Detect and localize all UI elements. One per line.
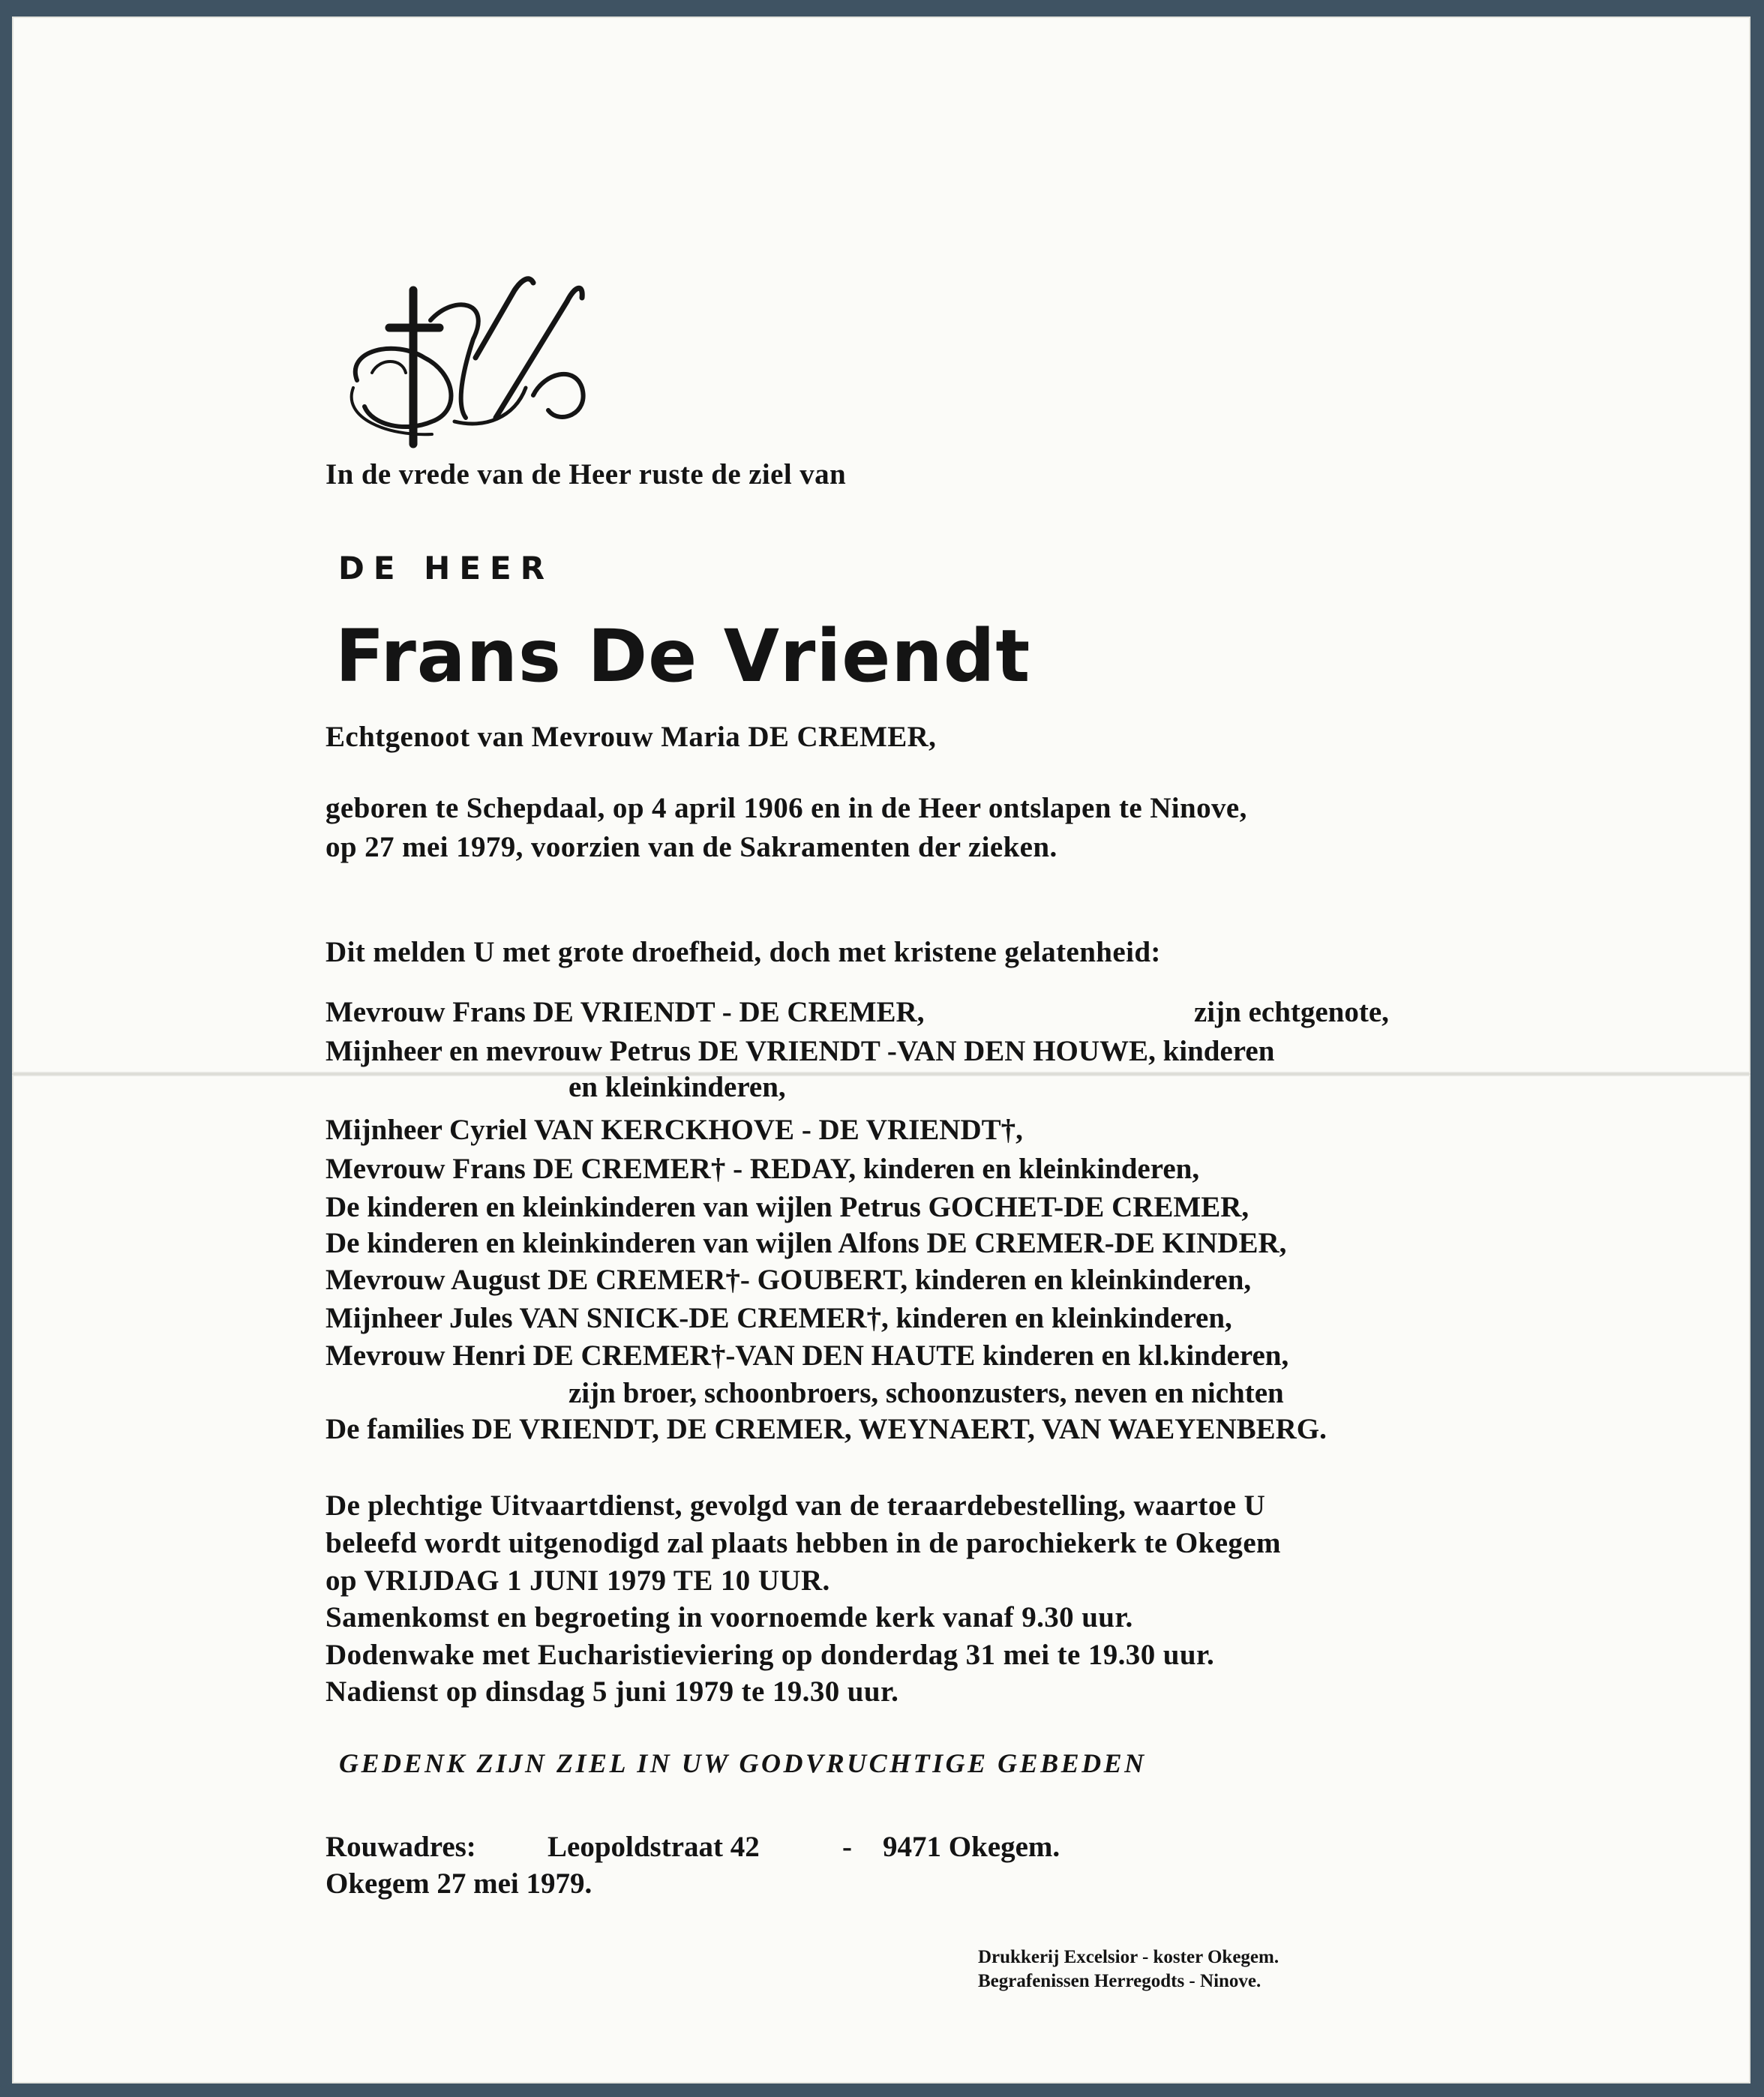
title-de-heer: DE HEER (338, 550, 554, 586)
family-row: Mevrouw August DE CREMER†- GOUBERT, kinderen en kleinkinderen, (326, 1264, 1252, 1296)
cross-monogram-icon (342, 268, 612, 452)
spouse-line: Echtgenoot van Mevrouw Maria DE CREMER, (326, 721, 937, 753)
dateline: Okegem 27 mei 1979. (326, 1868, 592, 1900)
birth-line-2: op 27 mei 1979, voorzien van de Sakramenten der zieken. (326, 831, 1058, 863)
family-row: zijn broer, schoonbroers, schoonzusters, neven en nichten (568, 1377, 1284, 1409)
intro-line: In de vrede van de Heer ruste de ziel van (326, 458, 847, 490)
service-line: beleefd wordt uitgenodigd zal plaats hebben in de parochiekerk te Okegem (326, 1527, 1281, 1559)
motto-line: GEDENK ZIJN ZIEL IN UW GODVRUCHTIGE GEBEDEN (339, 1748, 1147, 1778)
family-row: De families DE VRIENDT, DE CREMER, WEYNAERT, VAN WAEYENBERG. (326, 1413, 1327, 1445)
family-row: Mijnheer Cyriel VAN KERCKHOVE - DE VRIENDT†, (326, 1114, 1023, 1146)
printer-line-1: Drukkerij Excelsior - koster Okegem. (978, 1947, 1280, 1967)
family-row: Mevrouw Frans DE CREMER† - REDAY, kinderen en kleinkinderen, (326, 1153, 1200, 1185)
family-row: en kleinkinderen, (568, 1071, 786, 1103)
birth-line-1: geboren te Schepdaal, op 4 april 1906 en in de Heer ontslapen te Ninove, (326, 792, 1247, 824)
family-row: De kinderen en kleinkinderen van wijlen Alfons DE CREMER-DE KINDER, (326, 1227, 1287, 1259)
deceased-name: Frans De Vriendt (335, 614, 1031, 698)
family-row-1-left: Mevrouw Frans DE VRIENDT - DE CREMER, (326, 996, 925, 1028)
address-dash: - (842, 1831, 852, 1863)
family-row: De kinderen en kleinkinderen van wijlen Petrus GOCHET-DE CREMER, (326, 1191, 1250, 1223)
printer-line-2: Begrafenissen Herregodts - Ninove. (978, 1971, 1262, 1991)
service-line: De plechtige Uitvaartdienst, gevolgd van de teraardebestelling, waartoe U (326, 1490, 1266, 1522)
service-line: Dodenwake met Eucharistieviering op donderdag 31 mei te 19.30 uur. (326, 1639, 1215, 1671)
family-row: Mijnheer Jules VAN SNICK-DE CREMER†, kinderen en kleinkinderen, (326, 1302, 1232, 1334)
service-line: Samenkomst en begroeting in voornoemde kerk vanaf 9.30 uur. (326, 1601, 1133, 1634)
family-row: Mijnheer en mevrouw Petrus DE VRIENDT -VAN DEN HOUWE, kinderen (326, 1035, 1275, 1067)
family-row-1-right: zijn echtgenote, (1194, 996, 1389, 1028)
address-city: 9471 Okegem. (883, 1831, 1060, 1863)
service-line: Nadienst op dinsdag 5 juni 1979 te 19.30 uur. (326, 1676, 899, 1708)
memorial-card (12, 16, 1750, 2084)
service-line: op VRIJDAG 1 JUNI 1979 TE 10 UUR. (326, 1564, 830, 1597)
announce-line: Dit melden U met grote droefheid, doch met kristene gelatenheid: (326, 936, 1161, 968)
family-row: Mevrouw Henri DE CREMER†-VAN DEN HAUTE kinderen en kl.kinderen, (326, 1340, 1289, 1372)
address-label: Rouwadres: (326, 1831, 476, 1863)
address-street: Leopoldstraat 42 (548, 1831, 760, 1863)
paper-fold (12, 1072, 1750, 1076)
